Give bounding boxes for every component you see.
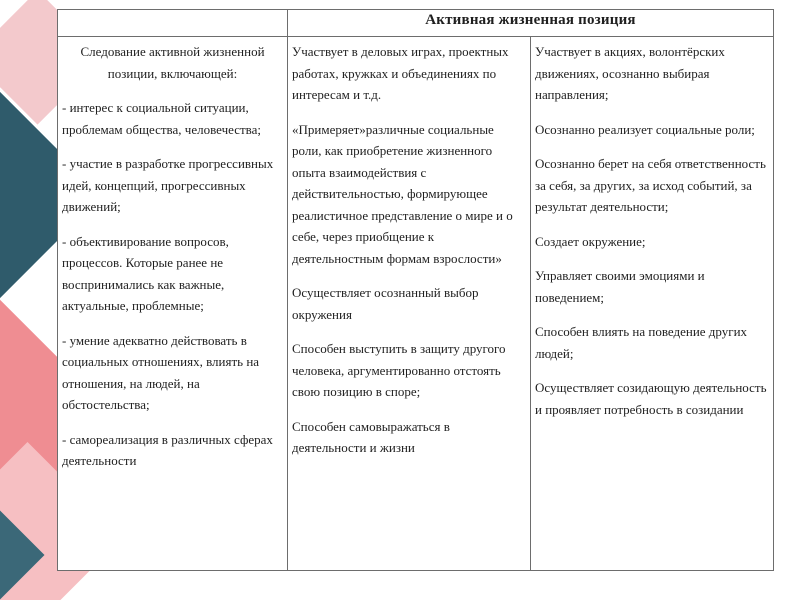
column-3-item: Способен влиять на поведение других людей; xyxy=(535,324,748,361)
table-header-row xyxy=(58,10,774,37)
column-2-item: «Примеряет»различные социальные роли, как приобретение жизненного опыта взаимодействия с действительностью, формирующее реалистичное представление о мире и о себе, через приобщение к деятельностным формам взрослости» xyxy=(292,121,513,266)
column-3-item: Осознанно берет на себя ответственность за себя, за других, за исход событий, за результат деятельности; xyxy=(535,156,766,214)
column-2-item: Осуществляет осознанный выбор окружения xyxy=(292,285,479,322)
column-1-heading: Следование активной жизненной позиции, включающей: xyxy=(80,44,265,81)
column-1-item: - самореализация в различных сферах деятельности xyxy=(62,431,273,468)
column-3-item: Осуществляет созидающую деятельность и проявляет потребность в созидании xyxy=(535,380,767,417)
column-2-item: Способен самовыражаться в деятельности и жизни xyxy=(292,418,450,455)
column-3-cell xyxy=(531,37,774,571)
column-2-item: Участвует в деловых играх, проектных работах, кружках и объединениях по интересам и т.д. xyxy=(292,44,509,102)
column-2-item: Способен выступить в защиту другого человека, аргументированно отстоять свою позицию в споре; xyxy=(292,341,506,399)
column-3-item: Осознанно реализует социальные роли; xyxy=(535,121,755,137)
table-title: Активная жизненная позиция xyxy=(288,10,774,37)
column-1-item: - умение адекватно действовать в социальных отношениях, влиять на отношения, на людей, на обстостельства; xyxy=(62,332,260,412)
column-3-item: Создает окружение; xyxy=(535,233,646,249)
column-3-item: Управляет своими эмоциями и поведением; xyxy=(535,268,705,305)
column-1-item: - объективирование вопросов, процессов. Которые ранее не воспринимались как важные, актуальные, проблемные; xyxy=(62,233,229,313)
column-1-item: - участие в разработке прогрессивных идей, концепций, прогрессивных движений; xyxy=(62,156,274,214)
column-1-cell xyxy=(58,37,288,571)
column-3-item: Участвует в акциях, волонтёрских движениях, осознанно выбирая направления; xyxy=(535,44,725,102)
column-2-cell xyxy=(288,37,531,571)
table-body-row xyxy=(58,37,774,571)
column-1-item: - интерес к социальной ситуации, проблемам общества, человечества; xyxy=(62,100,262,137)
header-empty-cell xyxy=(58,10,288,37)
active-life-position-table xyxy=(57,9,774,571)
